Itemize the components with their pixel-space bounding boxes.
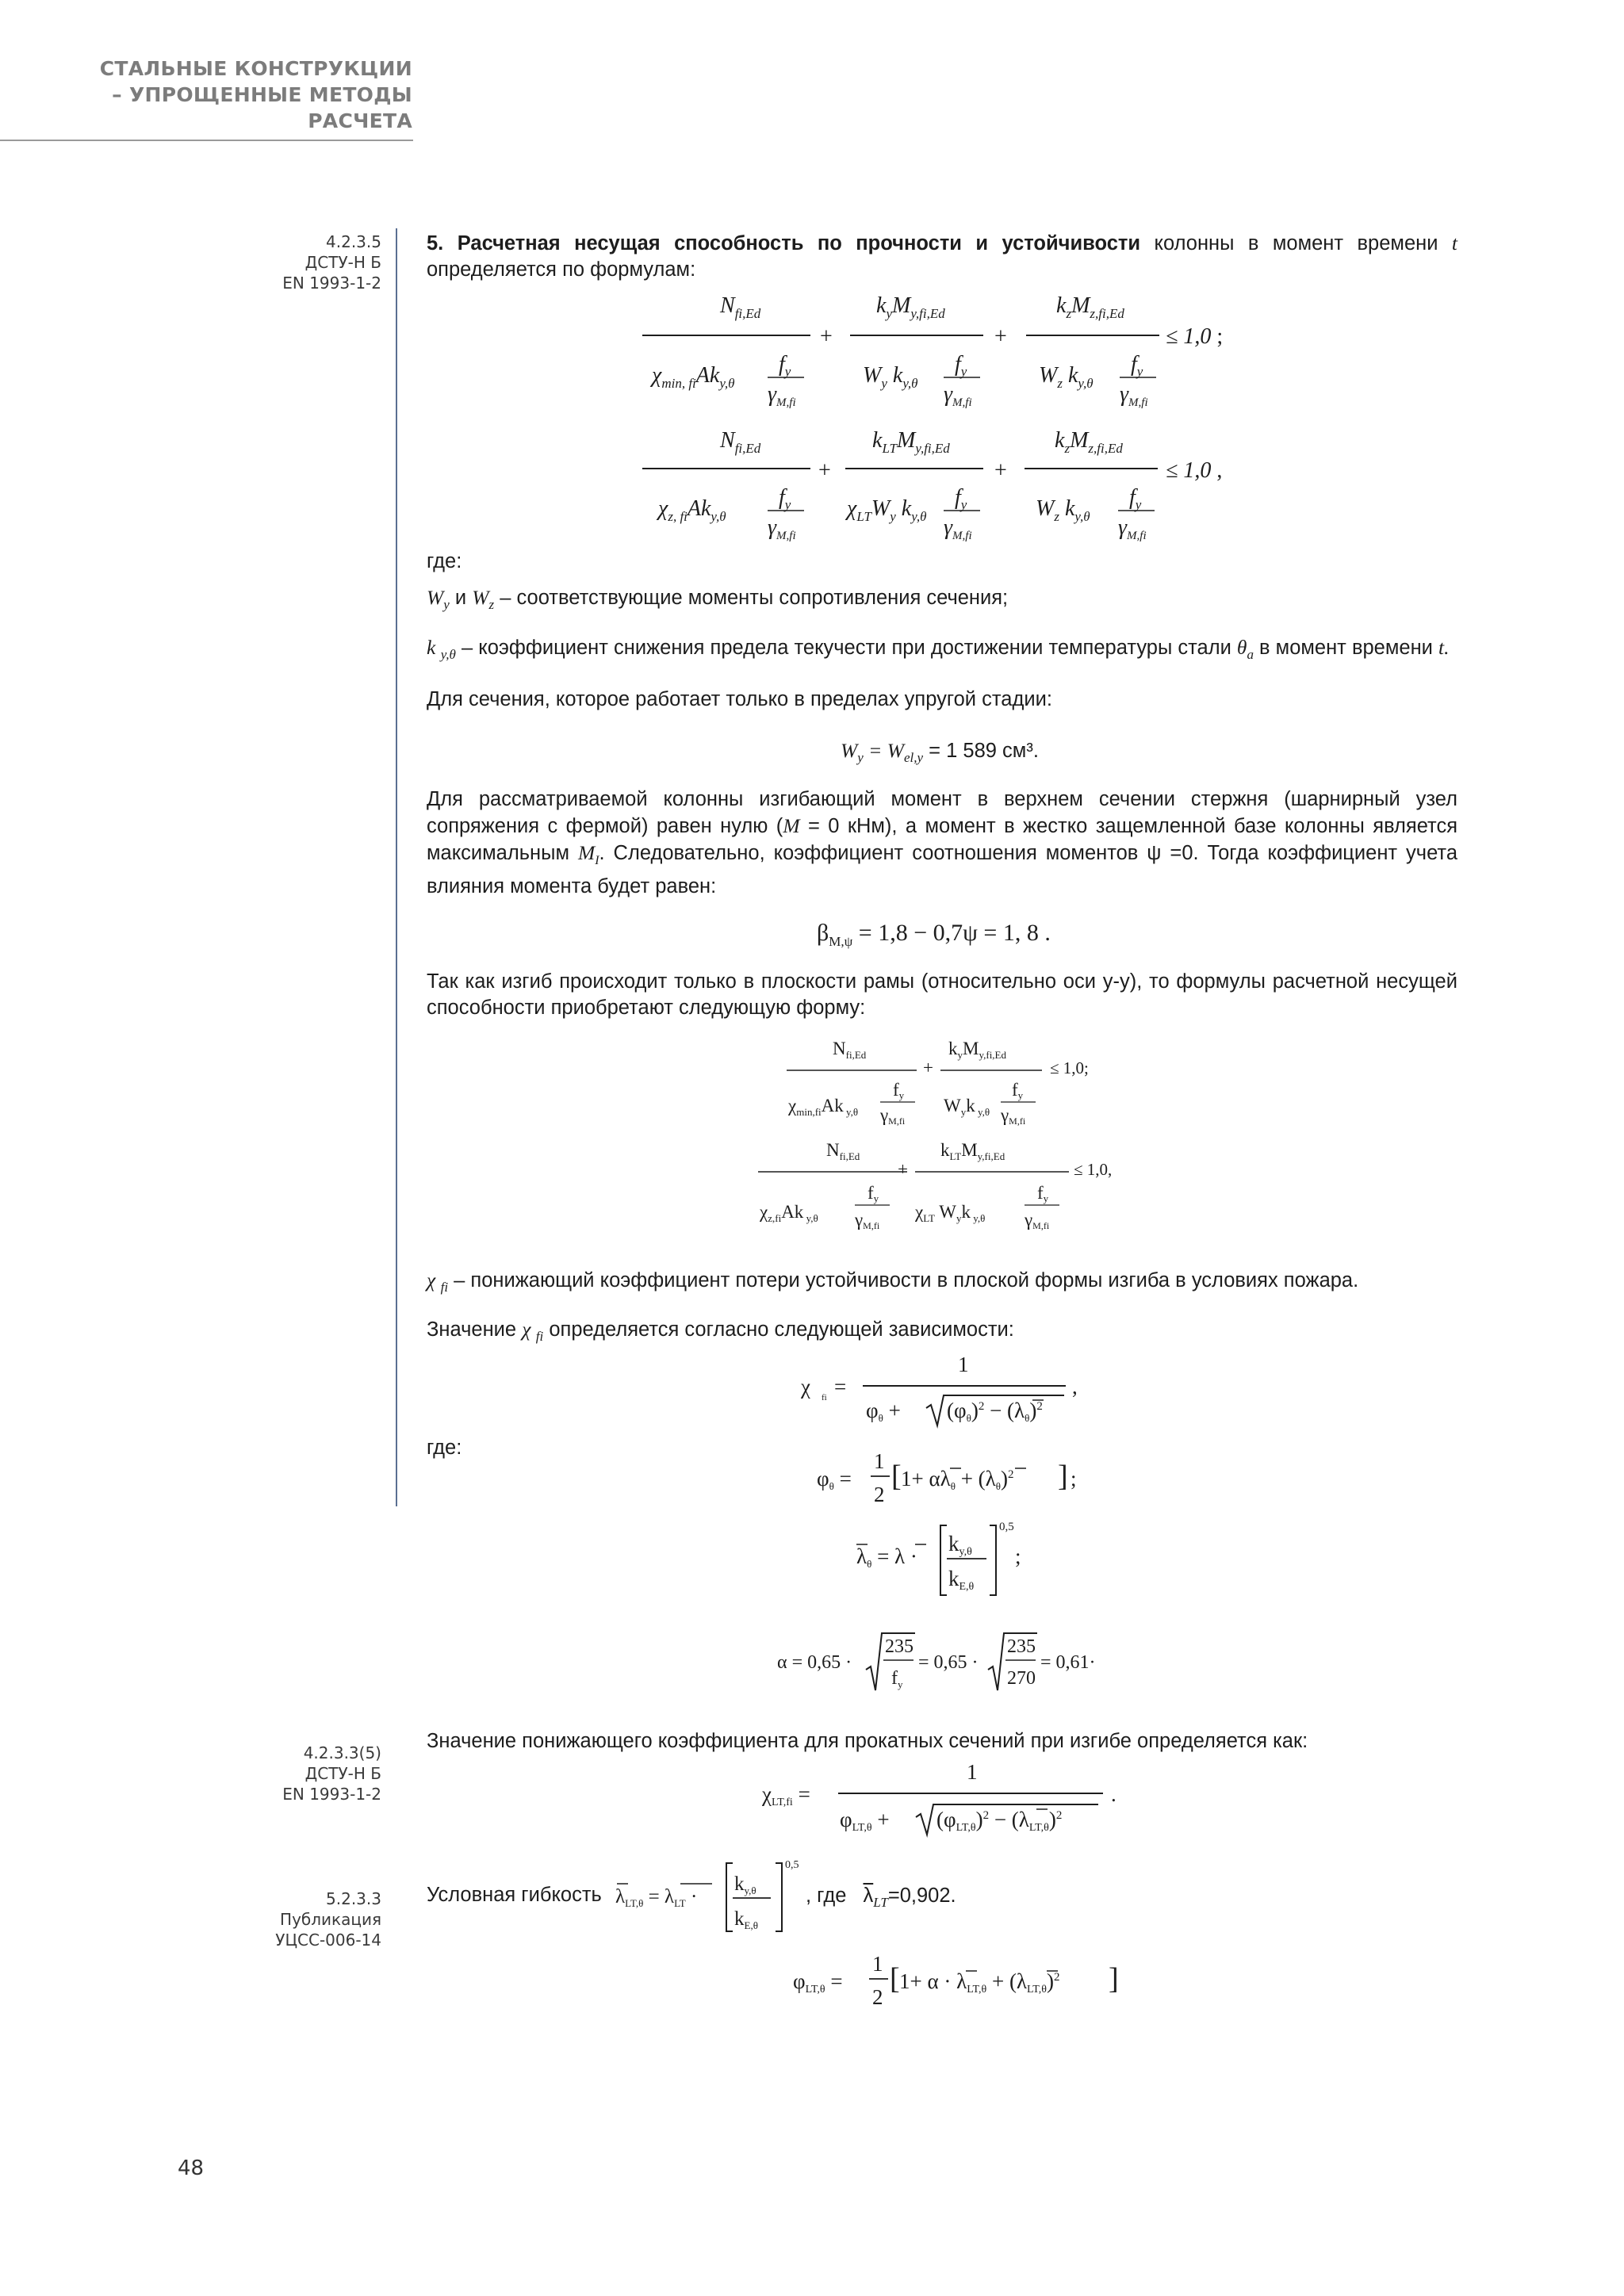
formula-block-resistance <box>634 290 1269 552</box>
svg-text:Wy ky,θ: $W_y$ $k_{y,\theta}$ <box>863 363 918 391</box>
paragraph-text: определяется согласно следующей зависимости: <box>549 1318 1014 1341</box>
svg-text:1: 1 <box>874 1449 885 1473</box>
paragraph-text: колонны в момент времени <box>1140 232 1452 254</box>
svg-text:= 0,65 ·: = 0,65 · <box>918 1652 979 1673</box>
svg-text:φθ +: φθ + <box>866 1399 901 1424</box>
svg-text:Nfi,Ed: $N_{fi,Ed}$ <box>833 1039 867 1061</box>
svg-text:235: 235 <box>885 1636 914 1657</box>
svg-text:Nfi,Ed: $N_{fi,Ed}$ <box>720 293 761 321</box>
svg-text:fy: $f_y$ <box>891 1668 903 1690</box>
svg-text:φLT,θ =: φLT,θ = <box>793 1969 843 1996</box>
svg-text:1+ α · λLT,θ + (λLT,θ)2: $1+ \alpha \cdot \lambda LT,\theta + (\lambda LT,\theta)^2$ <box>899 1969 1060 1996</box>
svg-text:Wz ky,θ: $W_z$ $k_{y,\theta}$ <box>1039 363 1094 391</box>
svg-text:(φLT,θ)2 − (λLT,θ)2: $(\varphi LT,\theta)^2 - (\lambda LT,\theta)^2$ <box>936 1808 1063 1834</box>
svg-text:χmin, fiAky,θ: $\chi_{min, fi}Ak_{y,\theta}$ <box>652 363 735 391</box>
svg-text:γM,fi: $\gamma_{M,fi}$ <box>944 382 972 409</box>
svg-text:fi: fi <box>822 1393 827 1402</box>
definition-k-y-theta: k $_{y,\theta}$ – коэффициент снижения предела текучести при достижении температуры стали $\theta_a$ в момент времени t. <box>427 636 1450 663</box>
svg-text:χz,fiAk y,θ: $\chi_{z,fi}Ak$ $_{y,\theta}$ <box>760 1202 818 1224</box>
svg-text:fy: $f_y$ <box>779 352 791 379</box>
header-title <box>100 55 412 134</box>
reference-line: Публикация <box>280 1910 381 1929</box>
svg-text:1: 1 <box>958 1353 969 1376</box>
svg-text:;: ; <box>1015 1544 1021 1568</box>
svg-text:+: + <box>994 458 1007 483</box>
paragraph-moment: Для рассматриваемой колонны изгибающий момент в верхнем сечении стержня (шарнирный узел сопряжения с фермой) равен нулю (M = 0 кНм), а момент в жестко защемленной базе колонны является максимальным $M_I$. Следовательно, коэффициент соотношения моментов ψ =0. Тогда коэффициент учета влияния момента будет равен: <box>427 788 1458 898</box>
margin-reference-2 <box>282 1743 381 1804</box>
svg-text:fy: $f_y$ <box>955 352 967 379</box>
svg-text:270: 270 <box>1007 1668 1036 1689</box>
svg-text:ky,θ: ky,θ <box>948 1532 972 1558</box>
svg-text:fy: $f_y$ <box>1129 485 1142 512</box>
formula-phi-lt-theta <box>790 1947 1123 2011</box>
svg-text:≤ 1,0 ;: ≤ 1,0 ; <box>1166 324 1224 349</box>
svg-text:fy: fy <box>868 1183 879 1204</box>
svg-text:.: . <box>1111 1782 1116 1806</box>
reference-line: EN 1993-1-2 <box>282 1785 381 1804</box>
margin-reference-3 <box>275 1888 381 1950</box>
svg-text:[: [ <box>891 1460 902 1493</box>
header-divider <box>0 140 413 141</box>
svg-text:kLTMy,fi,Ed: $k_{LT}M_{y,fi,Ed}$ <box>872 428 950 456</box>
definition-text: в момент времени <box>1259 637 1433 659</box>
svg-text:,: , <box>1072 1375 1078 1399</box>
svg-text:kyMy,fi,Ed: $k_yM_{y,fi,Ed}$ <box>876 293 945 321</box>
svg-text:[: [ <box>890 1962 900 1996</box>
chi-value-intro: Значение χ $_{fi}$ определяется согласно следующей зависимости: <box>427 1318 1014 1345</box>
alpha-result: = 0,61· <box>1040 1652 1096 1673</box>
svg-text:γM,fi: γM,fi <box>1025 1210 1050 1231</box>
header-title-line: РАСЧЕТА <box>308 109 412 132</box>
svg-text:χLT Wyk y,θ: $\chi_{LT}$ $W_yk$ $_{y,\theta}$ <box>915 1202 986 1224</box>
reference-line: ДСТУ-Н Б <box>304 253 381 272</box>
svg-text:ky,θ: $k_{y,\theta}$ <box>734 1873 756 1896</box>
svg-text:φθ =: φθ = <box>817 1467 852 1492</box>
svg-text:γM,fi: $\gamma_{M,fi}$ <box>768 515 796 542</box>
paragraph-text: . Следовательно, коэффициент соотношения моментов ψ =0. Тогда коэффициент учета влияния момента будет равен: <box>427 842 1458 898</box>
svg-text:kzMz,fi,Ed: $k_zM_{z,fi,Ed}$ <box>1055 428 1123 456</box>
svg-text:α = 0,65 ·: α = 0,65 · <box>777 1652 852 1673</box>
header-title-line: СТАЛЬНЫЕ КОНСТРУКЦИИ <box>99 57 412 80</box>
svg-text:χLTWy ky,θ: $\chi_{LT}W_y$ $k_{y,\theta}$ <box>847 496 927 524</box>
svg-text:1+ αλθ + (λθ)2: $1+ \alpha\lambda\theta + (\lambda\theta)^2$ <box>901 1467 1014 1492</box>
reference-line: УЦСС-006-14 <box>275 1931 381 1950</box>
slenderness-value: , где $\overline{\lambda}_{LT}=0,902$. <box>806 1885 956 1911</box>
svg-text:γM,fi: $\gamma_{M,fi}$ <box>944 515 972 542</box>
reference-line: 5.2.3.3 <box>326 1889 381 1908</box>
svg-text:+: + <box>820 324 833 349</box>
formula-chi-fi <box>793 1348 1126 1435</box>
formula-wy-value: $W_y = W_{el,y} = 1$ 589 см³. <box>841 739 1039 766</box>
svg-text:λθ = λ ·: λθ = λ · <box>856 1544 917 1570</box>
formula-value: = 1 589 см³. <box>929 740 1039 762</box>
svg-text:fy: $f_y$ <box>779 485 791 512</box>
svg-text:kLTMy,fi,Ed: $k_{LT}M_{y,fi,Ed}$ <box>940 1140 1005 1162</box>
formula-value: =0,902. <box>887 1885 956 1907</box>
svg-text:]: ] <box>1058 1460 1068 1493</box>
paragraph-text: определяется по формулам: <box>427 258 696 281</box>
conjunction: и <box>454 587 467 609</box>
svg-text:kzMz,fi,Ed: $k_zM_{z,fi,Ed}$ <box>1056 293 1124 321</box>
paragraph-bending: Так как изгиб происходит только в плоскости рамы (относительно оси y-y), то формулы расчетной несущей способности приобретают следующую форму: <box>427 970 1457 1019</box>
variable-t: t. <box>1438 636 1450 659</box>
where-label: где: <box>427 550 462 572</box>
slenderness-label: Условная гибкость <box>427 1884 602 1906</box>
svg-text:γM,fi: $\gamma_{M,fi}$ <box>1118 515 1147 542</box>
paragraph-text: Значение <box>427 1318 517 1341</box>
svg-text:χz, fiAky,θ: $\chi_{z, fi}Ak_{y,\theta}$ <box>658 496 726 524</box>
svg-text:kE,θ: $k_{E,\theta}$ <box>734 1908 758 1931</box>
variable-t: t <box>1451 232 1457 254</box>
formula-lambda-theta <box>848 1514 1031 1601</box>
elastic-stage-text: Для сечения, которое работает только в пределах упругой стадии: <box>427 688 1052 710</box>
svg-text:235: 235 <box>1007 1636 1036 1657</box>
svg-text:Wz ky,θ: $W_z$ $k_{y,\theta}$ <box>1036 496 1090 524</box>
svg-text:Wyk y,θ: $W_yk$ $_{y,\theta}$ <box>944 1096 990 1118</box>
svg-text:γM,fi: γM,fi <box>855 1210 880 1231</box>
svg-text:+: + <box>923 1058 933 1077</box>
svg-text:fy: fy <box>1012 1080 1024 1101</box>
svg-text:0,5: 0,5 <box>785 1859 799 1871</box>
svg-text:φLT,θ +: φLT,θ + <box>840 1808 890 1834</box>
definition-text: – коэффициент снижения предела текучести при достижении температуры стали <box>462 637 1231 659</box>
svg-text:fy: $f_y$ <box>955 485 967 512</box>
paragraph-text: , где <box>806 1885 847 1907</box>
svg-text:+: + <box>818 458 831 483</box>
margin-reference-1 <box>282 232 381 293</box>
formula-chi-lt-fi <box>757 1755 1130 1843</box>
svg-text:Nfi,Ed: $N_{fi,Ed}$ <box>720 428 761 456</box>
paragraph-text: = 0 кНм), а момент в жестко защемленной базе колонны является максимальным <box>427 815 1457 864</box>
definition-wy-wz: $W_y$ и $W_z$ – соответствующие моменты сопротивления сечения; <box>427 586 1009 613</box>
paragraph-text: Для рассматриваемой колонны изгибающий момент в верхнем сечении стержня (шарнирный узел сопряжения с фермой) равен нулю ( <box>427 788 1457 837</box>
definition-text: – соответствующие моменты сопротивления сечения; <box>500 587 1009 609</box>
svg-text:1: 1 <box>872 1952 883 1976</box>
svg-text:fy: fy <box>893 1080 905 1101</box>
svg-text:λLT,θ = λLT ·: $\lambda_{LT,\theta} = \lambda_{LT}$ · <box>615 1886 698 1909</box>
margin-divider <box>396 228 397 1506</box>
formula-alpha <box>774 1625 1123 1697</box>
definition-chi-fi: χ $_{fi}$ – понижающий коэффициент потери устойчивости в плоской формы изгиба в условиях пожара. <box>427 1269 1359 1295</box>
definition-text: понижающий коэффициент потери устойчивости в плоской формы изгиба в условиях пожара. <box>470 1269 1359 1292</box>
svg-text:fy: $f_y$ <box>1131 352 1143 379</box>
svg-text:kyMy,fi,Ed: $k_yM_{y,fi,Ed}$ <box>948 1039 1006 1061</box>
lt-coefficient-intro: Значение понижающего коэффициента для прокатных сечений при изгибе определяется как: <box>427 1730 1308 1752</box>
svg-text:γM,fi: $\gamma_{M,fi}$ <box>768 382 796 409</box>
formula-lambda-lt-theta <box>611 1850 817 1938</box>
svg-text:2: 2 <box>872 1985 883 2009</box>
formula-phi-theta <box>809 1445 1078 1508</box>
svg-text:1: 1 <box>967 1760 978 1784</box>
svg-text:≤ 1,0 ,: ≤ 1,0 , <box>1166 458 1223 483</box>
page-number: 48 <box>178 2156 205 2180</box>
svg-text:+: + <box>994 324 1007 349</box>
svg-text:≤ 1,0,: ≤ 1,0, <box>1074 1160 1113 1179</box>
reference-line: ДСТУ-Н Б <box>304 1764 381 1783</box>
svg-text:]: ] <box>1109 1962 1119 1996</box>
formula-value: = 1,8 − 0,7ψ = 1, 8 . <box>858 920 1051 946</box>
reference-line: 4.2.3.3(5) <box>303 1743 381 1762</box>
reference-line: EN 1993-1-2 <box>282 274 381 293</box>
where-label: где: <box>427 1437 462 1459</box>
formula-block-inplane <box>753 1035 1150 1242</box>
paragraph-heading: 5. Расчетная несущая способность по прочности и устойчивости <box>427 232 1141 254</box>
reference-line: 4.2.3.5 <box>326 232 381 251</box>
svg-text:fy: fy <box>1037 1183 1049 1204</box>
svg-text:=: = <box>834 1375 847 1399</box>
svg-text:χLT,fi =: χLT,fi = <box>762 1782 810 1808</box>
svg-text:0,5: 0,5 <box>999 1521 1014 1533</box>
svg-text:≤ 1,0;: ≤ 1,0; <box>1050 1058 1089 1077</box>
svg-text:(φθ)2 − (λθ)2: $(\varphi\theta)^2 - (\lambda\theta)^2$ <box>947 1399 1043 1424</box>
svg-text:γM,fi: $\gamma_{M,fi}$ <box>1120 382 1148 409</box>
svg-text:+: + <box>898 1159 908 1179</box>
svg-text:Nfi,Ed: $N_{fi,Ed}$ <box>826 1140 860 1162</box>
svg-text:γM,fi: γM,fi <box>1001 1105 1026 1127</box>
svg-text:;: ; <box>1071 1467 1077 1490</box>
svg-text:γM,fi: γM,fi <box>880 1105 906 1127</box>
formula-beta: $\beta_{M,\psi} = 1,8 - 0,7\psi = 1$, 8 . <box>817 920 1051 949</box>
svg-text:2: 2 <box>874 1483 885 1506</box>
svg-text:χ: χ <box>801 1375 810 1399</box>
svg-text:kE,θ: kE,θ <box>948 1567 975 1593</box>
svg-text:χmin,fiAk y,θ: $\chi_{min,fi}Ak$ $_{y,\theta}$ <box>788 1096 859 1118</box>
paragraph-resistance-intro <box>427 230 1457 283</box>
header-title-line: – УПРОЩЕННЫЕ МЕТОДЫ <box>112 83 412 106</box>
